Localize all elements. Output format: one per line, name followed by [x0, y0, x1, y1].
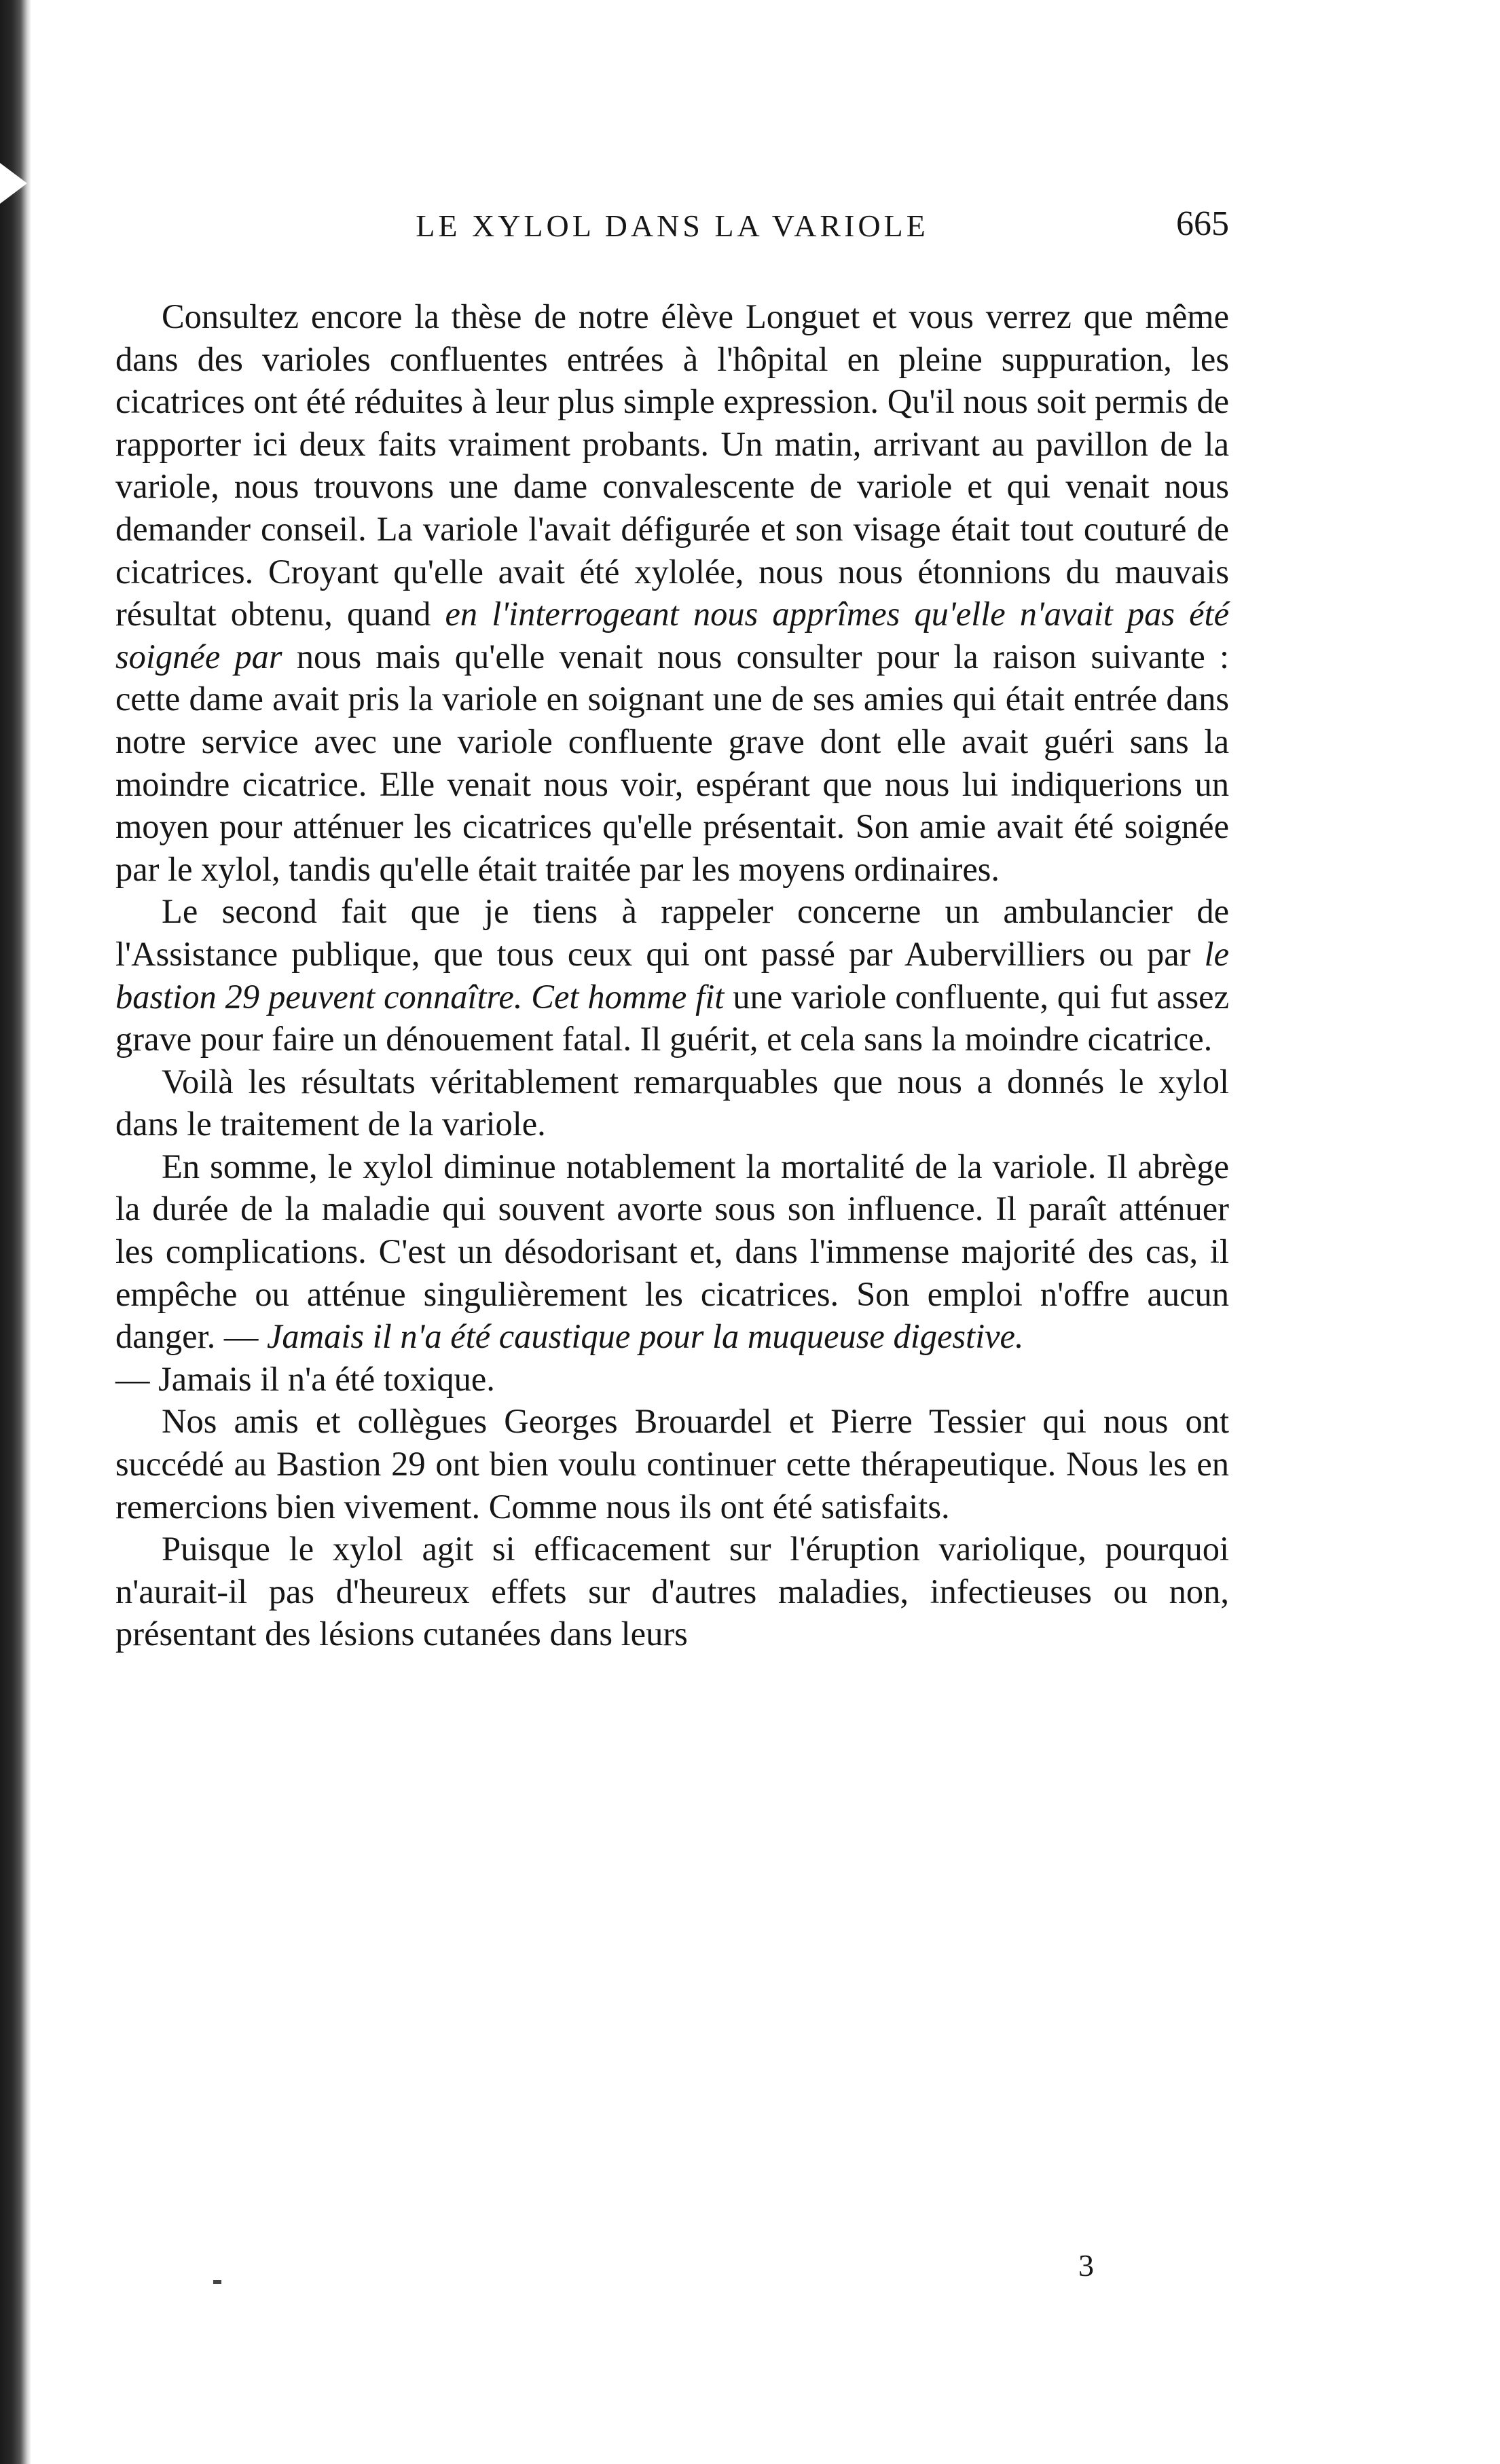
italic-text-run: en l'interrogeant nous apprîmes qu'elle n'avait pas été soignée par	[115, 595, 1230, 676]
paragraph	[115, 1145, 1229, 1358]
text-run: Puisque le xylol agit si efficacement sur l'éruption variolique, pourquoi n'aurait-il pas d'heureux effets sur d'autres maladies, infectieuses ou non, présentant des lésions cutanées dans leurs	[115, 1530, 1229, 1653]
paragraph	[115, 1400, 1229, 1528]
text-run: nous mais qu'elle venait nous consulter pour la raison suivante : cette dame avait pris la variole en soignant une de ses amies qui était entrée dans notre service avec une variole confluente grave dont elle avait guéri sans la moindre cicatrice. Elle venait nous voir, espérant que nous lui indiquerions un moyen pour atténuer les cicatrices qu'elle présentait. Son amie avait été soignée par le xylol, tandis qu'elle était traitée par les moyens ordinaires.	[115, 637, 1229, 888]
running-head	[115, 204, 1229, 258]
text-run: une variole confluente, qui fut assez grave pour faire un dénouement fatal. Il guérit, et cela sans la moindre cicatrice.	[115, 977, 1229, 1059]
scan-edge-notch	[0, 163, 27, 204]
text-run: En somme, le xylol diminue notablement la mortalité de la variole. Il abrège la durée de la maladie qui souvent avorte sous son influence. Il paraît atténuer les complications. C'est un désodorisant et, dans l'immense majorité des cas, il empêche ou atténue singulièrement les cicatrices. Son emploi n'offre aucun danger. —	[115, 1147, 1229, 1356]
running-title: LE XYLOL DANS LA VARIOLE	[416, 208, 929, 243]
text-run: — Jamais il n'a été toxique.	[115, 1359, 495, 1398]
text-run: Voilà les résultats véritablement remarquables que nous a donnés le xylol dans le traitement de la variole.	[115, 1062, 1229, 1143]
text-run: Consultez encore la thèse de notre élève Longuet et vous verrez que même dans des varioles confluentes entrées à l'hôpital en pleine suppuration, les cicatrices ont été réduites à leur plus simple expression. Qu'il nous soit permis de rapporter ici deux faits vraiment probants. Un matin, arrivant au pavillon de la variole, nous trouvons une dame convalescente de variole et qui venait nous demander conseil. La variole l'avait défigurée et son visage était tout couturé de cicatrices. Croyant qu'elle avait été xylolée, nous nous étonnions du mauvais résultat obtenu, quand	[115, 297, 1229, 633]
italic-text-run: Jamais il n'a été caustique pour la muqueuse digestive.	[266, 1317, 1024, 1356]
page-number: 665	[1176, 204, 1229, 243]
signature-mark: 3	[1078, 2248, 1094, 2283]
scan-binding-edge	[0, 0, 31, 2464]
paragraph	[115, 295, 1229, 890]
paragraph	[115, 1061, 1229, 1145]
text-run: Le second fait que je tiens à rappeler concerne un ambulancier de l'Assistance publique, que tous ceux qui ont passé par Aubervilliers ou par	[115, 892, 1229, 973]
book-page	[115, 204, 1229, 1655]
text-run: Nos amis et collègues Georges Brouardel et Pierre Tessier qui nous ont succédé au Bastion 29 ont bien voulu continuer cette thérapeutique. Nous les en remercions bien vivement. Comme nous ils ont été satisfaits.	[115, 1402, 1229, 1526]
body-text	[115, 295, 1229, 1655]
paragraph	[115, 890, 1229, 1060]
ink-mark	[213, 2280, 221, 2284]
paragraph	[115, 1358, 1229, 1401]
italic-text-run: le bastion 29 peuvent connaître. Cet homme fit	[115, 934, 1229, 1016]
paragraph	[115, 1528, 1229, 1655]
